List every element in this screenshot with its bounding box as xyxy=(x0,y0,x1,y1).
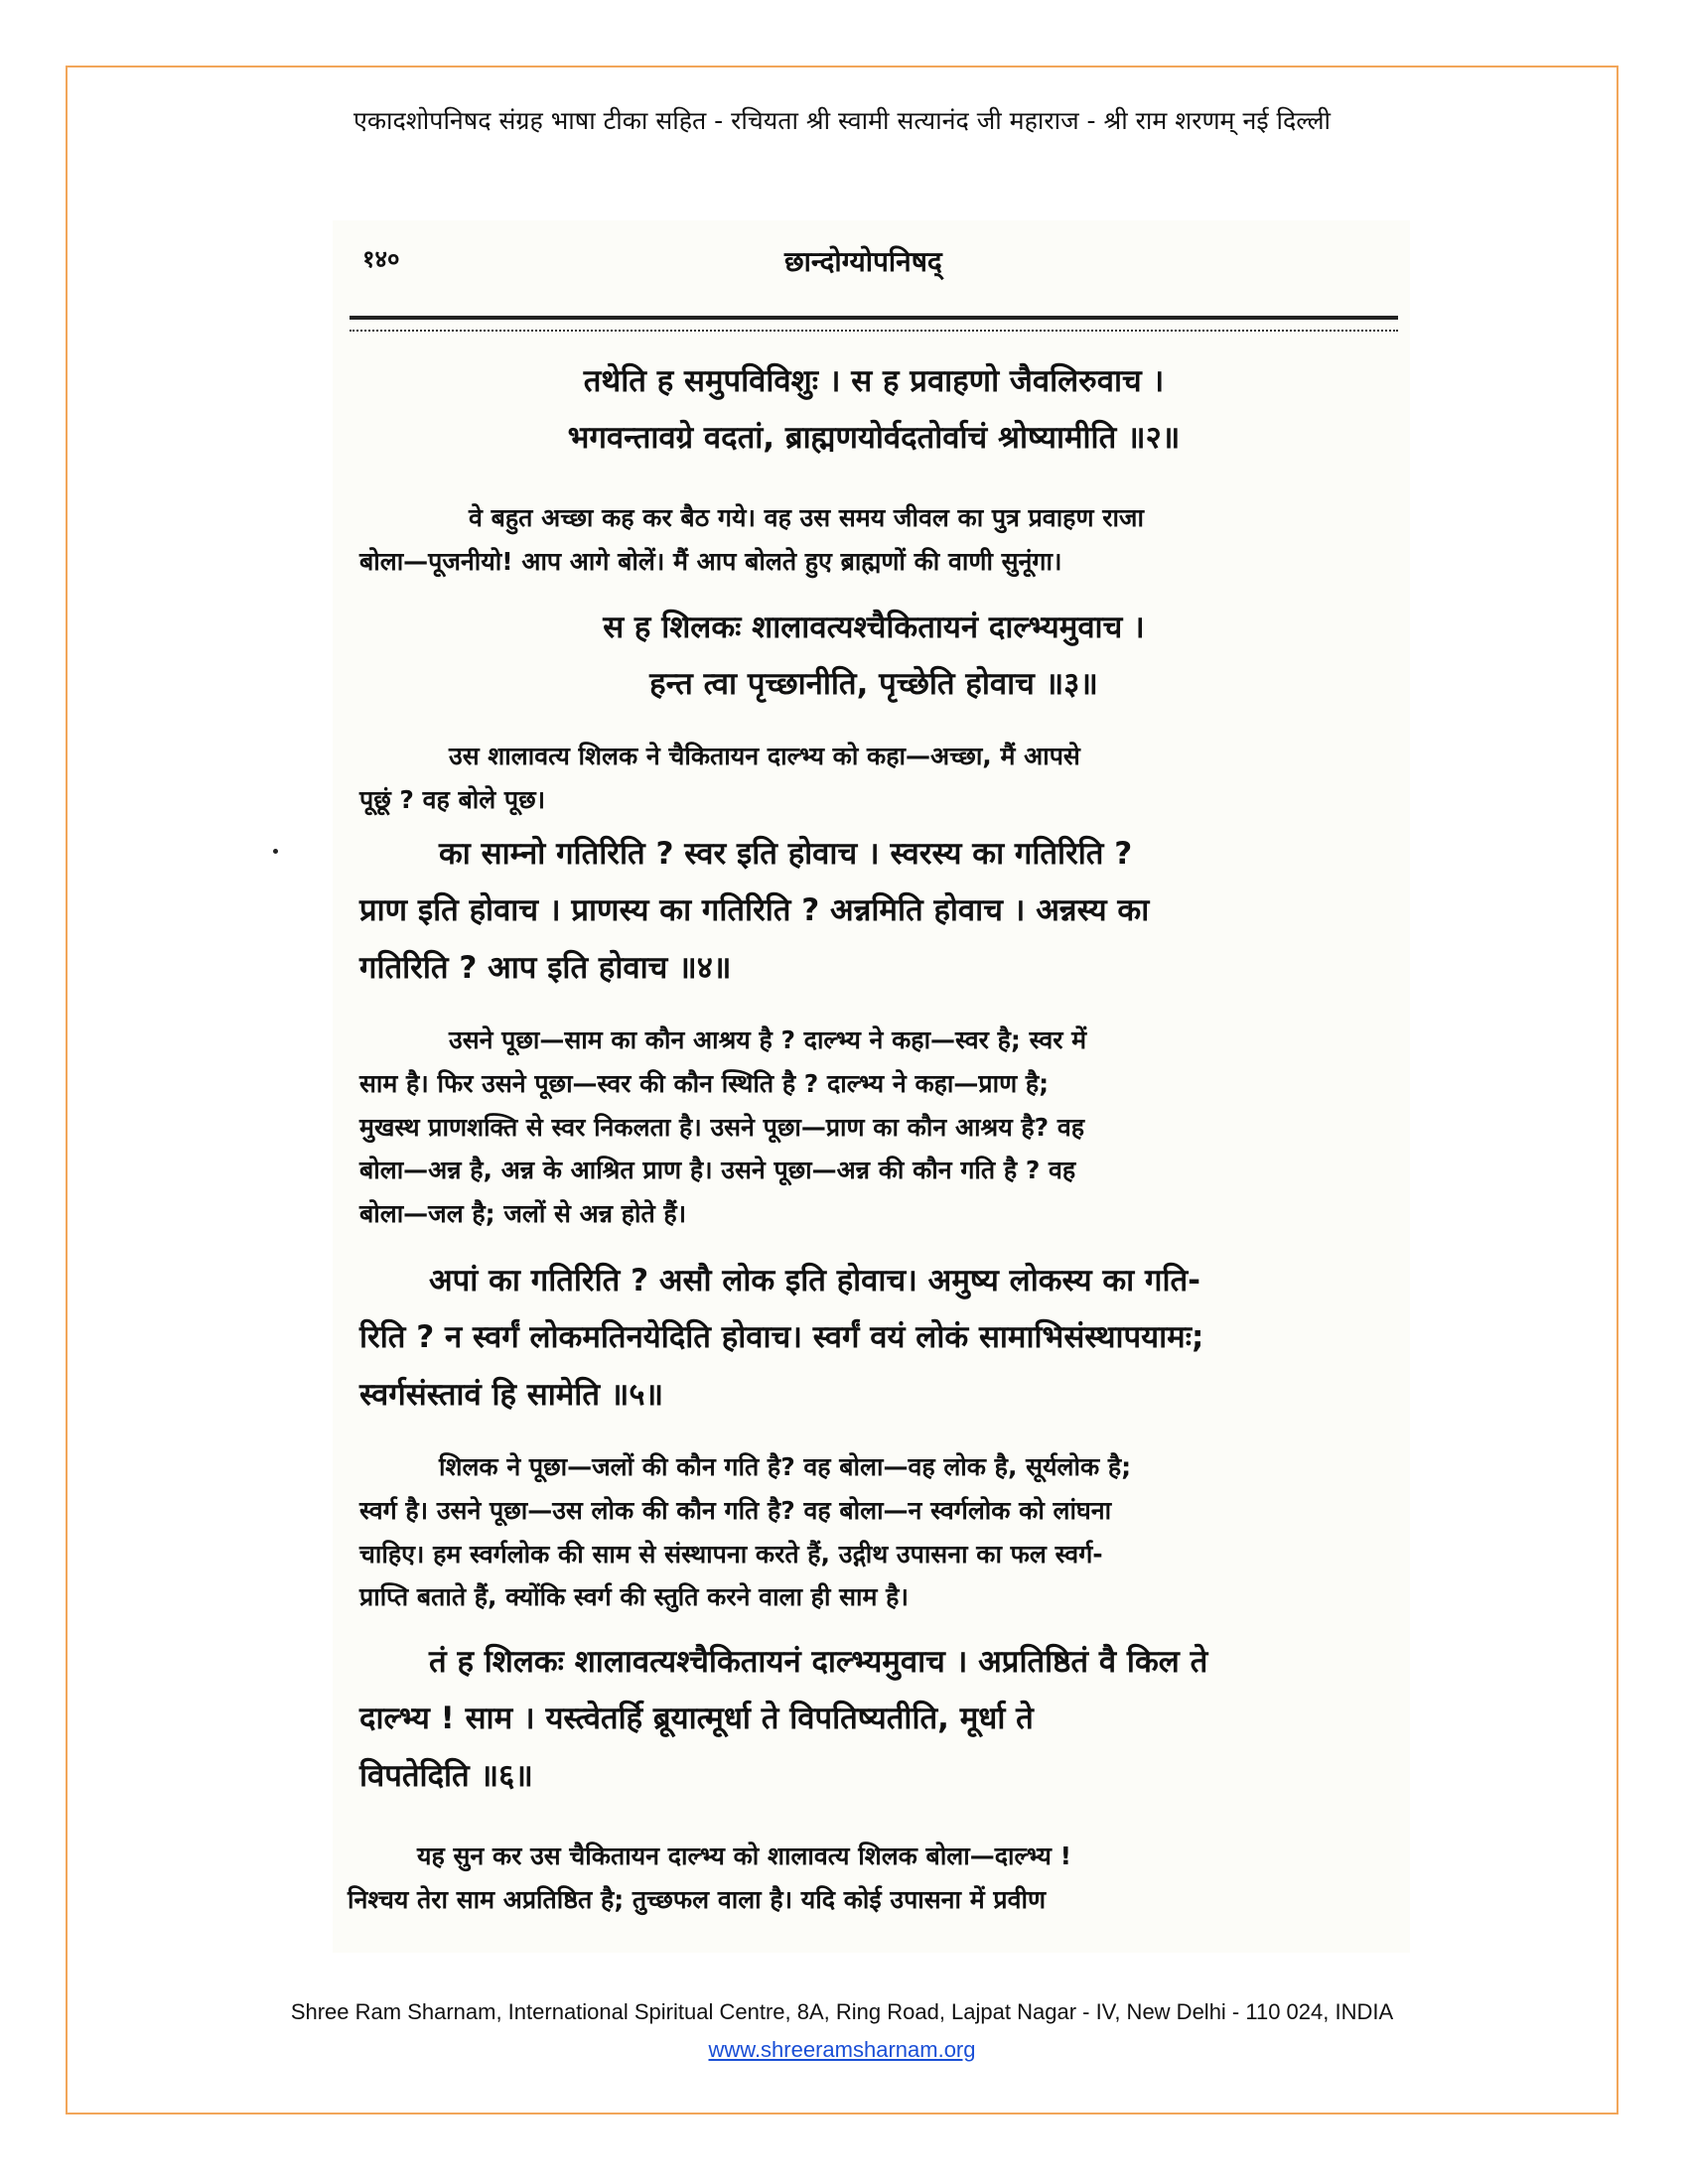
prose-line: उसने पूछा—साम का कौन आश्रय है ? दाल्भ्य ने कहा—स्वर है; स्वर में xyxy=(449,1025,1087,1054)
prose-line: बोला—जल है; जलों से अन्न होते हैं। xyxy=(359,1199,687,1228)
prose-line: मुखस्थ प्राणशक्ति से स्वर निकलता है। उसने पूछा—प्राण का कौन आश्रय है? वह xyxy=(359,1112,1085,1142)
document-header: एकादशोपनिषद संग्रह भाषा टीका सहित - रचियता श्री स्वामी सत्यानंद जी महाराज - श्री राम शरणम् नई दिल्ली xyxy=(353,106,1331,135)
page-number: १४० xyxy=(362,245,400,273)
prose-line: निश्चय तेरा साम अप्रतिष्ठित है; तुच्छफल वाला है। यदि कोई उपासना में प्रवीण xyxy=(348,1884,1047,1914)
verse-line: तं ह शिलकः शालावत्यश्चैकितायनं दाल्भ्यमुवाच । अप्रतिष्ठितं वै किल ते xyxy=(429,1644,1208,1680)
verse-line: प्राण इति होवाच । प्राणस्य का गतिरिति ? अन्नमिति होवाच । अन्नस्य का xyxy=(359,892,1150,929)
verse-5 xyxy=(359,1253,1392,1424)
verse-4 xyxy=(359,826,1392,997)
prose-line: उस शालावत्य शिलक ने चैकितायन दाल्भ्य को कहा—अच्छा, मैं आपसे xyxy=(449,742,1080,770)
prose-line: शिलक ने पूछा—जलों की कौन गति है? वह बोला—वह लोक है, सूर्यलोक है; xyxy=(439,1452,1132,1481)
translation-5 xyxy=(359,1445,1392,1619)
prose-line: बोला—पूजनीयो! आप आगे बोलें। मैं आप बोलते हुए ब्राह्मणों की वाणी सुनूंगा। xyxy=(359,546,1062,576)
prose-line: बोला—अन्न है, अन्न के आश्रित प्राण है। उसने पूछा—अन्न की कौन गति है ? वह xyxy=(359,1156,1076,1185)
header-rule xyxy=(350,316,1398,320)
verse-line: भगवन्तावग्रे वदतां, ब्राह्मणयोर्वदतोर्वाचं श्रोष्यामीति ॥२॥ xyxy=(567,420,1181,457)
running-title: छान्दोग्योपनिषद् xyxy=(784,245,942,278)
prose-line: स्वर्ग है। उसने पूछा—उस लोक की कौन गति है? वह बोला—न स्वर्गलोक को लांघना xyxy=(359,1495,1112,1525)
scan-speck xyxy=(273,849,278,854)
verse-line: रिति ? न स्वर्गं लोकमतिनयेदिति होवाच। स्वर्गं वयं लोकं सामाभिसंस्थापयामः; xyxy=(359,1319,1204,1356)
verse-line: हन्त त्वा पृच्छानीति, पृच्छेति होवाच ॥३॥ xyxy=(649,666,1098,703)
prose-line: यह सुन कर उस चैकितायन दाल्भ्य को शालावत्य शिलक बोला—दाल्भ्य ! xyxy=(417,1842,1071,1870)
translation-2 xyxy=(359,496,1392,584)
header-rule-dotted xyxy=(350,330,1398,332)
verse-2 xyxy=(350,353,1398,468)
website-link[interactable]: www.shreeramsharnam.org xyxy=(708,2037,976,2062)
verse-line: का साम्नो गतिरिति ? स्वर इति होवाच । स्वरस्य का गतिरिति ? xyxy=(439,836,1133,872)
prose-line: प्राप्ति बताते हैं, क्योंकि स्वर्ग की स्तुति करने वाला ही साम है। xyxy=(359,1582,909,1612)
verse-line: विपतेदिति ॥६॥ xyxy=(359,1757,533,1794)
verse-line: तथेति ह समुपविविशुः । स ह प्रवाहणो जैवलिरुवाच । xyxy=(583,363,1165,399)
prose-line: चाहिए। हम स्वर्गलोक की साम से संस्थापना करते हैं, उद्गीथ उपासना का फल स्वर्ग- xyxy=(359,1539,1103,1569)
verse-line: अपां का गतिरिति ? असौ लोक इति होवाच। अमुष्य लोकस्य का गति- xyxy=(429,1263,1201,1298)
verse-line: स्वर्गसंस्तावं हि सामेति ॥५॥ xyxy=(359,1376,664,1413)
translation-6 xyxy=(348,1835,1392,1922)
prose-line: पूछूं ? वह बोले पूछ। xyxy=(359,784,546,814)
verse-line: गतिरिति ? आप इति होवाच ॥४॥ xyxy=(359,949,732,986)
verse-3 xyxy=(350,600,1398,714)
prose-line: साम है। फिर उसने पूछा—स्वर की कौन स्थिति है ? दाल्भ्य ने कहा—प्राण है; xyxy=(359,1068,1050,1098)
verse-line: स ह शिलकः शालावत्यश्चैकितायनं दाल्भ्यमुवाच । xyxy=(603,610,1145,645)
translation-4 xyxy=(359,1019,1392,1236)
verse-line: दाल्भ्य ! साम । यस्त्वेतर्हि ब्रूयात्मूर्धा ते विपतिष्यतीति, मूर्धा ते xyxy=(359,1701,1034,1737)
footer-address: Shree Ram Sharnam, International Spiritual Centre, 8A, Ring Road, Lajpat Nagar - IV, New Delhi - 110 024, INDIA xyxy=(290,1999,1394,2024)
prose-line: वे बहुत अच्छा कह कर बैठ गये। वह उस समय जीवल का पुत्र प्रवाहण राजा xyxy=(469,503,1144,532)
verse-6 xyxy=(359,1634,1392,1805)
translation-3 xyxy=(359,735,1392,822)
